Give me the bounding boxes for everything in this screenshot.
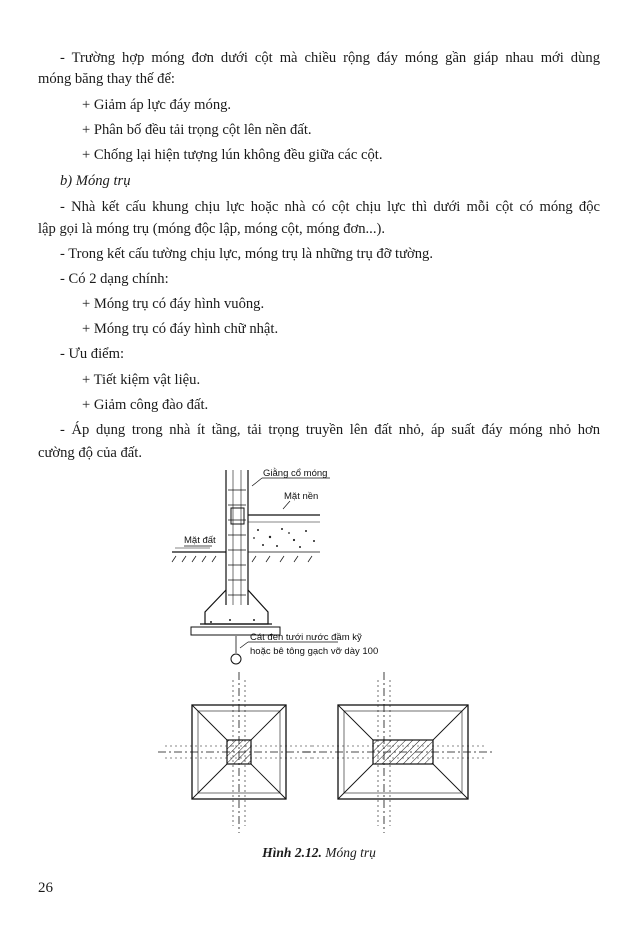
figure-caption (0, 845, 638, 861)
label-giang: Giằng cổ móng (263, 468, 328, 479)
paragraph-line: - Trường hợp móng đơn dưới cột mà chiều rộng đáy móng gần giáp nhau mới dùng (60, 50, 600, 66)
label-cat-den-1: Cát đen tưới nước đầm kỹ (250, 632, 362, 643)
caption-text: Móng trụ (321, 845, 376, 860)
section-heading: b) Móng trụ (60, 173, 131, 189)
list-item: + Tiết kiệm vật liệu. (82, 372, 201, 388)
list-item: + Phân bố đều tải trọng cột lên nền đất. (82, 122, 312, 138)
list-item: + Móng trụ có đáy hình chữ nhật. (82, 321, 279, 337)
paragraph-line: - Nhà kết cấu khung chịu lực hoặc nhà có cột chịu lực thì dưới mỗi cột có móng độc (60, 199, 600, 215)
list-item: + Giảm áp lực đáy móng. (82, 97, 232, 113)
paragraph-line: cường độ của đất. (38, 445, 142, 461)
page-number: 26 (38, 880, 53, 896)
soil-hatch (172, 556, 312, 562)
paragraph-line: - Trong kết cấu tường chịu lực, móng trụ là những trụ đỡ tường. (60, 246, 433, 262)
plan-square-footing (158, 672, 318, 833)
list-item: + Giảm công đào đất. (82, 397, 209, 413)
paragraph-line: - Ưu điểm: (60, 346, 125, 362)
paragraph-line: lập gọi là móng trụ (móng độc lập, móng cột, móng đơn...). (38, 221, 385, 237)
list-item: + Chống lại hiện tượng lún không đều giữa các cột. (82, 147, 383, 163)
label-cat-den-2: hoặc bê tông gạch vỡ dày 100 (250, 646, 379, 657)
label-mat-dat: Mặt đất (184, 535, 216, 546)
paragraph-line: - Áp dụng trong nhà ít tầng, tải trọng truyền lên đất nhỏ, áp suất đáy móng nhỏ hơn (60, 422, 600, 438)
list-item: + Móng trụ có đáy hình vuông. (82, 296, 265, 312)
caption-label: Hình 2.12. (262, 845, 322, 860)
plan-rectangular-footing (303, 672, 494, 833)
paragraph-line: móng băng thay thế để: (38, 71, 175, 87)
label-mat-nen: Mặt nền (284, 491, 319, 502)
paragraph-line: - Có 2 dạng chính: (60, 271, 169, 287)
